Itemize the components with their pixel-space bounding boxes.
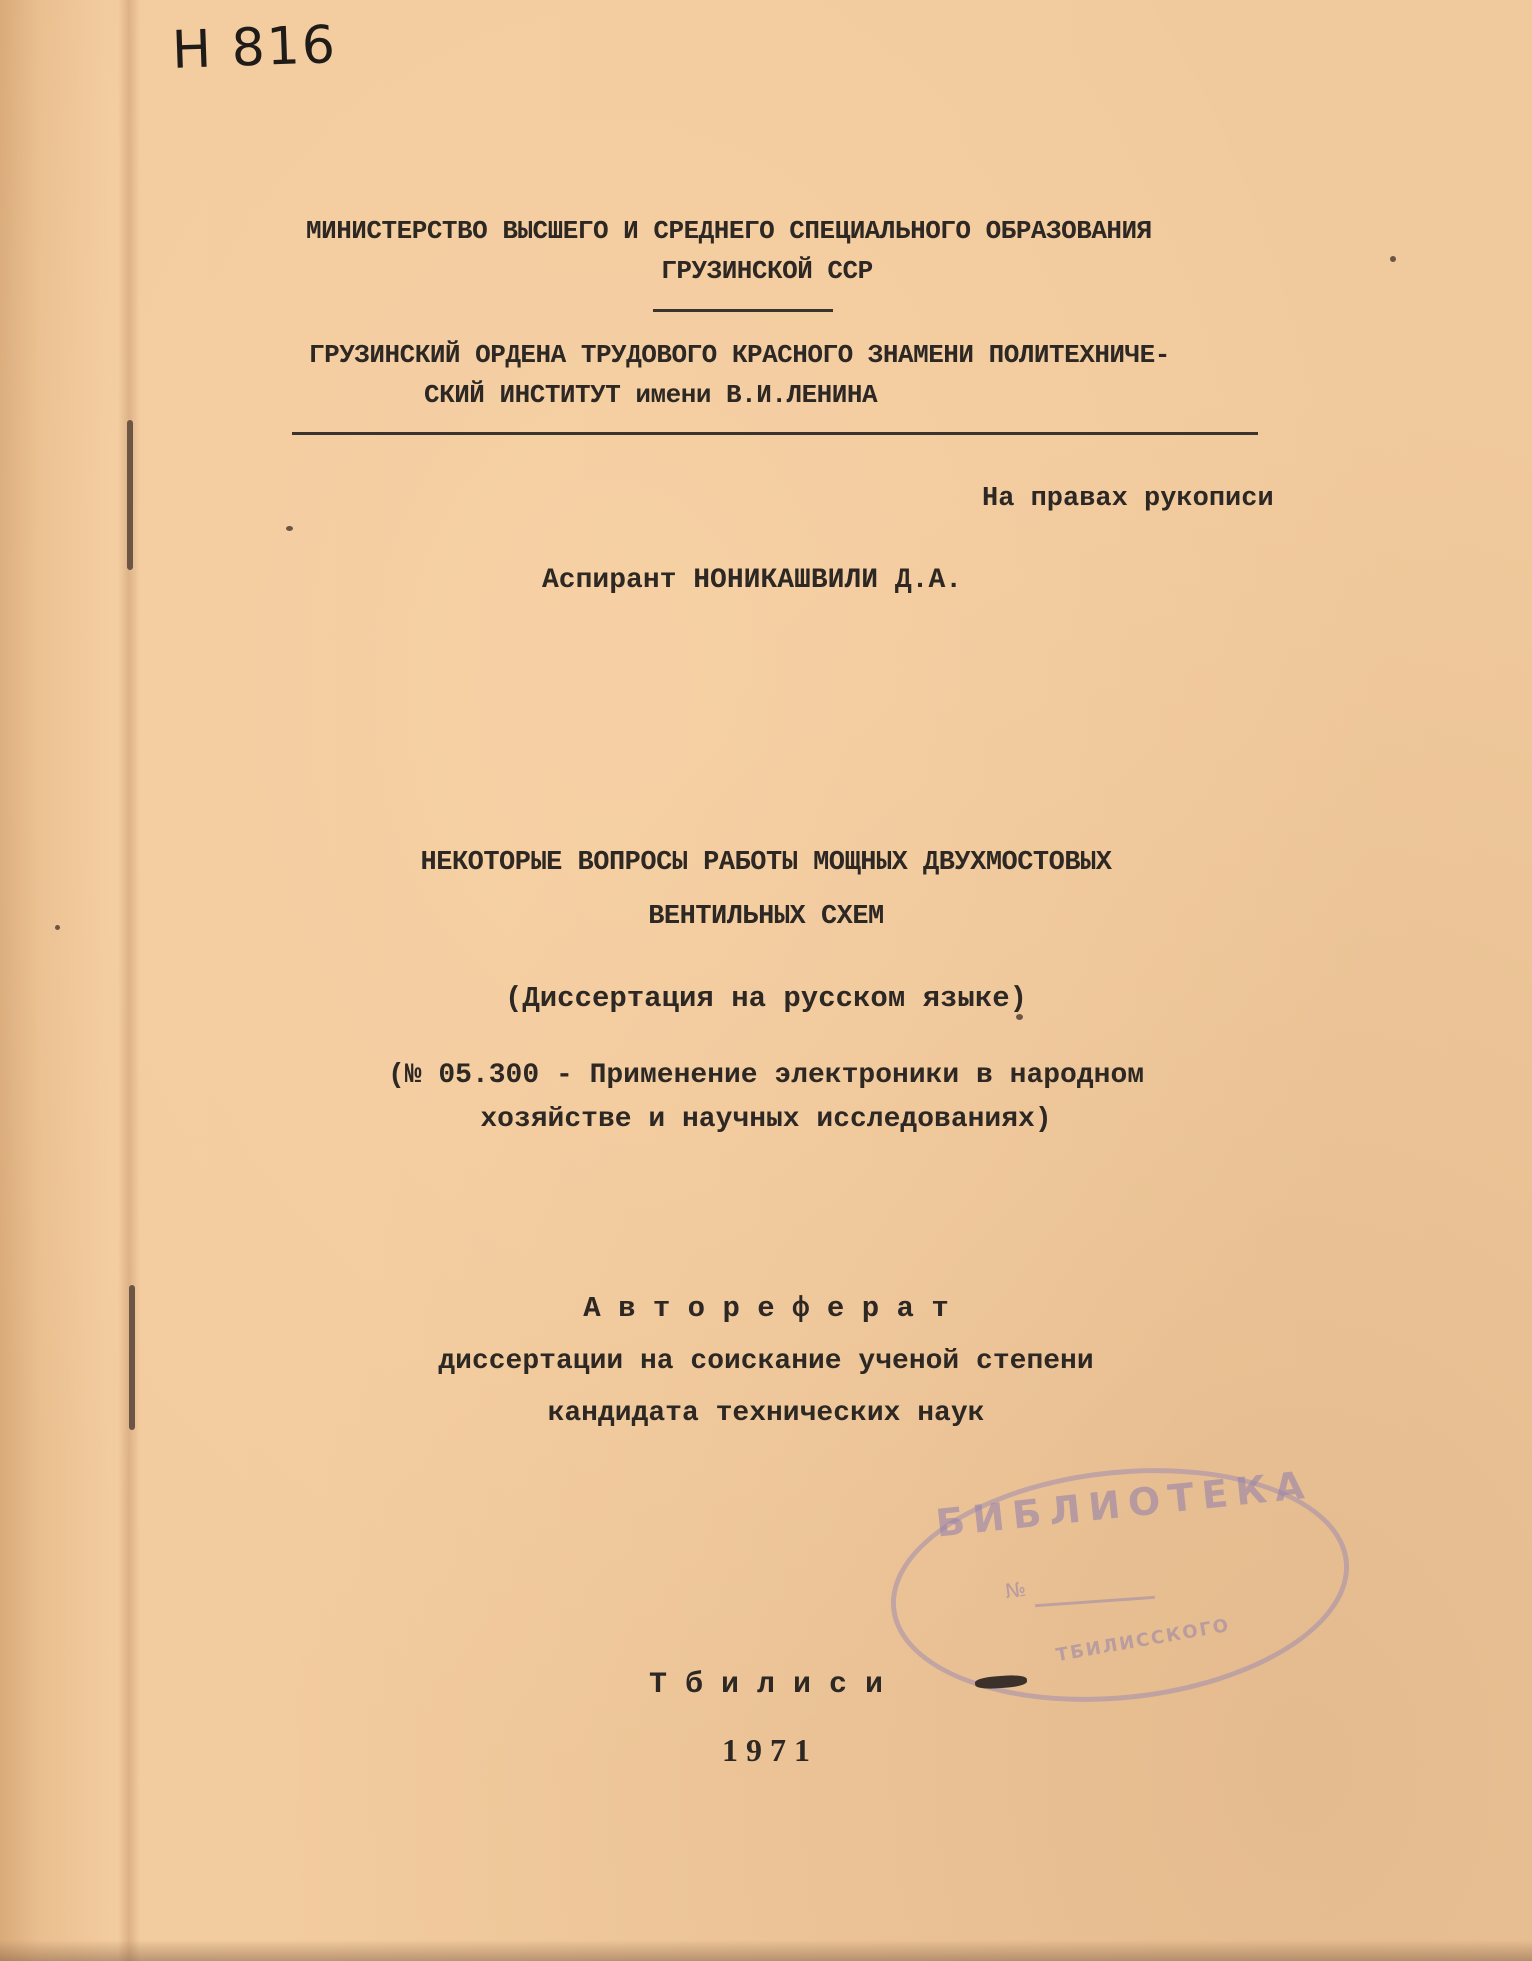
library-stamp-lettering: БИБЛИОТЕКА — [933, 1462, 1315, 1546]
manuscript-rights-note: На правах рукописи — [982, 484, 1274, 514]
abstract-degree-line-2: кандидата технических наук — [547, 1398, 985, 1429]
header-short-rule — [653, 309, 833, 312]
paper-speck — [1390, 256, 1396, 262]
specialty-line-1: (№ 05.300 - Применение электроники в народном — [387, 1060, 1145, 1091]
binding-thread-mark — [127, 420, 133, 570]
abstract-degree-line-1: диссертации на соискание ученой степени — [438, 1346, 1094, 1377]
author-line: Аспирант НОНИКАШВИЛИ Д.А. — [542, 565, 963, 596]
year-line: 1 9 7 1 — [722, 1732, 810, 1768]
ministry-line-1: МИНИСТЕРСТВО ВЫСШЕГО И СРЕДНЕГО СПЕЦИАЛЬНОГО ОБРАЗОВАНИЯ — [306, 216, 1152, 246]
handwritten-shelfmark: Н 816 — [171, 15, 338, 81]
city-line: Т б и л и с и — [648, 1668, 884, 1702]
ministry-line-2: ГРУЗИНСКОЙ ССР — [661, 256, 873, 286]
header-long-rule — [292, 432, 1258, 435]
institute-line-1: ГРУЗИНСКИЙ ОРДЕНА ТРУДОВОГО КРАСНОГО ЗНАМЕНИ ПОЛИТЕХНИЧЕ- — [309, 340, 1170, 370]
dissertation-title-line-2: ВЕНТИЛЬНЫХ СХЕМ — [648, 902, 884, 932]
library-stamp-lettering-lower: ТБИЛИССКОГО — [1054, 1614, 1232, 1667]
specialty-line-2: хозяйстве и научных исследованиях) — [480, 1104, 1052, 1135]
abstract-heading: А в т о р е ф е р а т — [583, 1292, 949, 1325]
bottom-page-edge — [0, 1940, 1532, 1961]
language-note: (Диссертация на русском языке) — [504, 982, 1028, 1015]
paper-speck — [286, 526, 293, 531]
institute-line-2: СКИЙ ИНСТИТУТ имени В.И.ЛЕНИНА — [424, 380, 878, 410]
library-stamp-number: № — [1003, 1576, 1028, 1604]
dissertation-title-line-1: НЕКОТОРЫЕ ВОПРОСЫ РАБОТЫ МОЩНЫХ ДВУХМОСТОВЫХ — [420, 848, 1112, 878]
binding-fold-shadow — [118, 0, 140, 1961]
